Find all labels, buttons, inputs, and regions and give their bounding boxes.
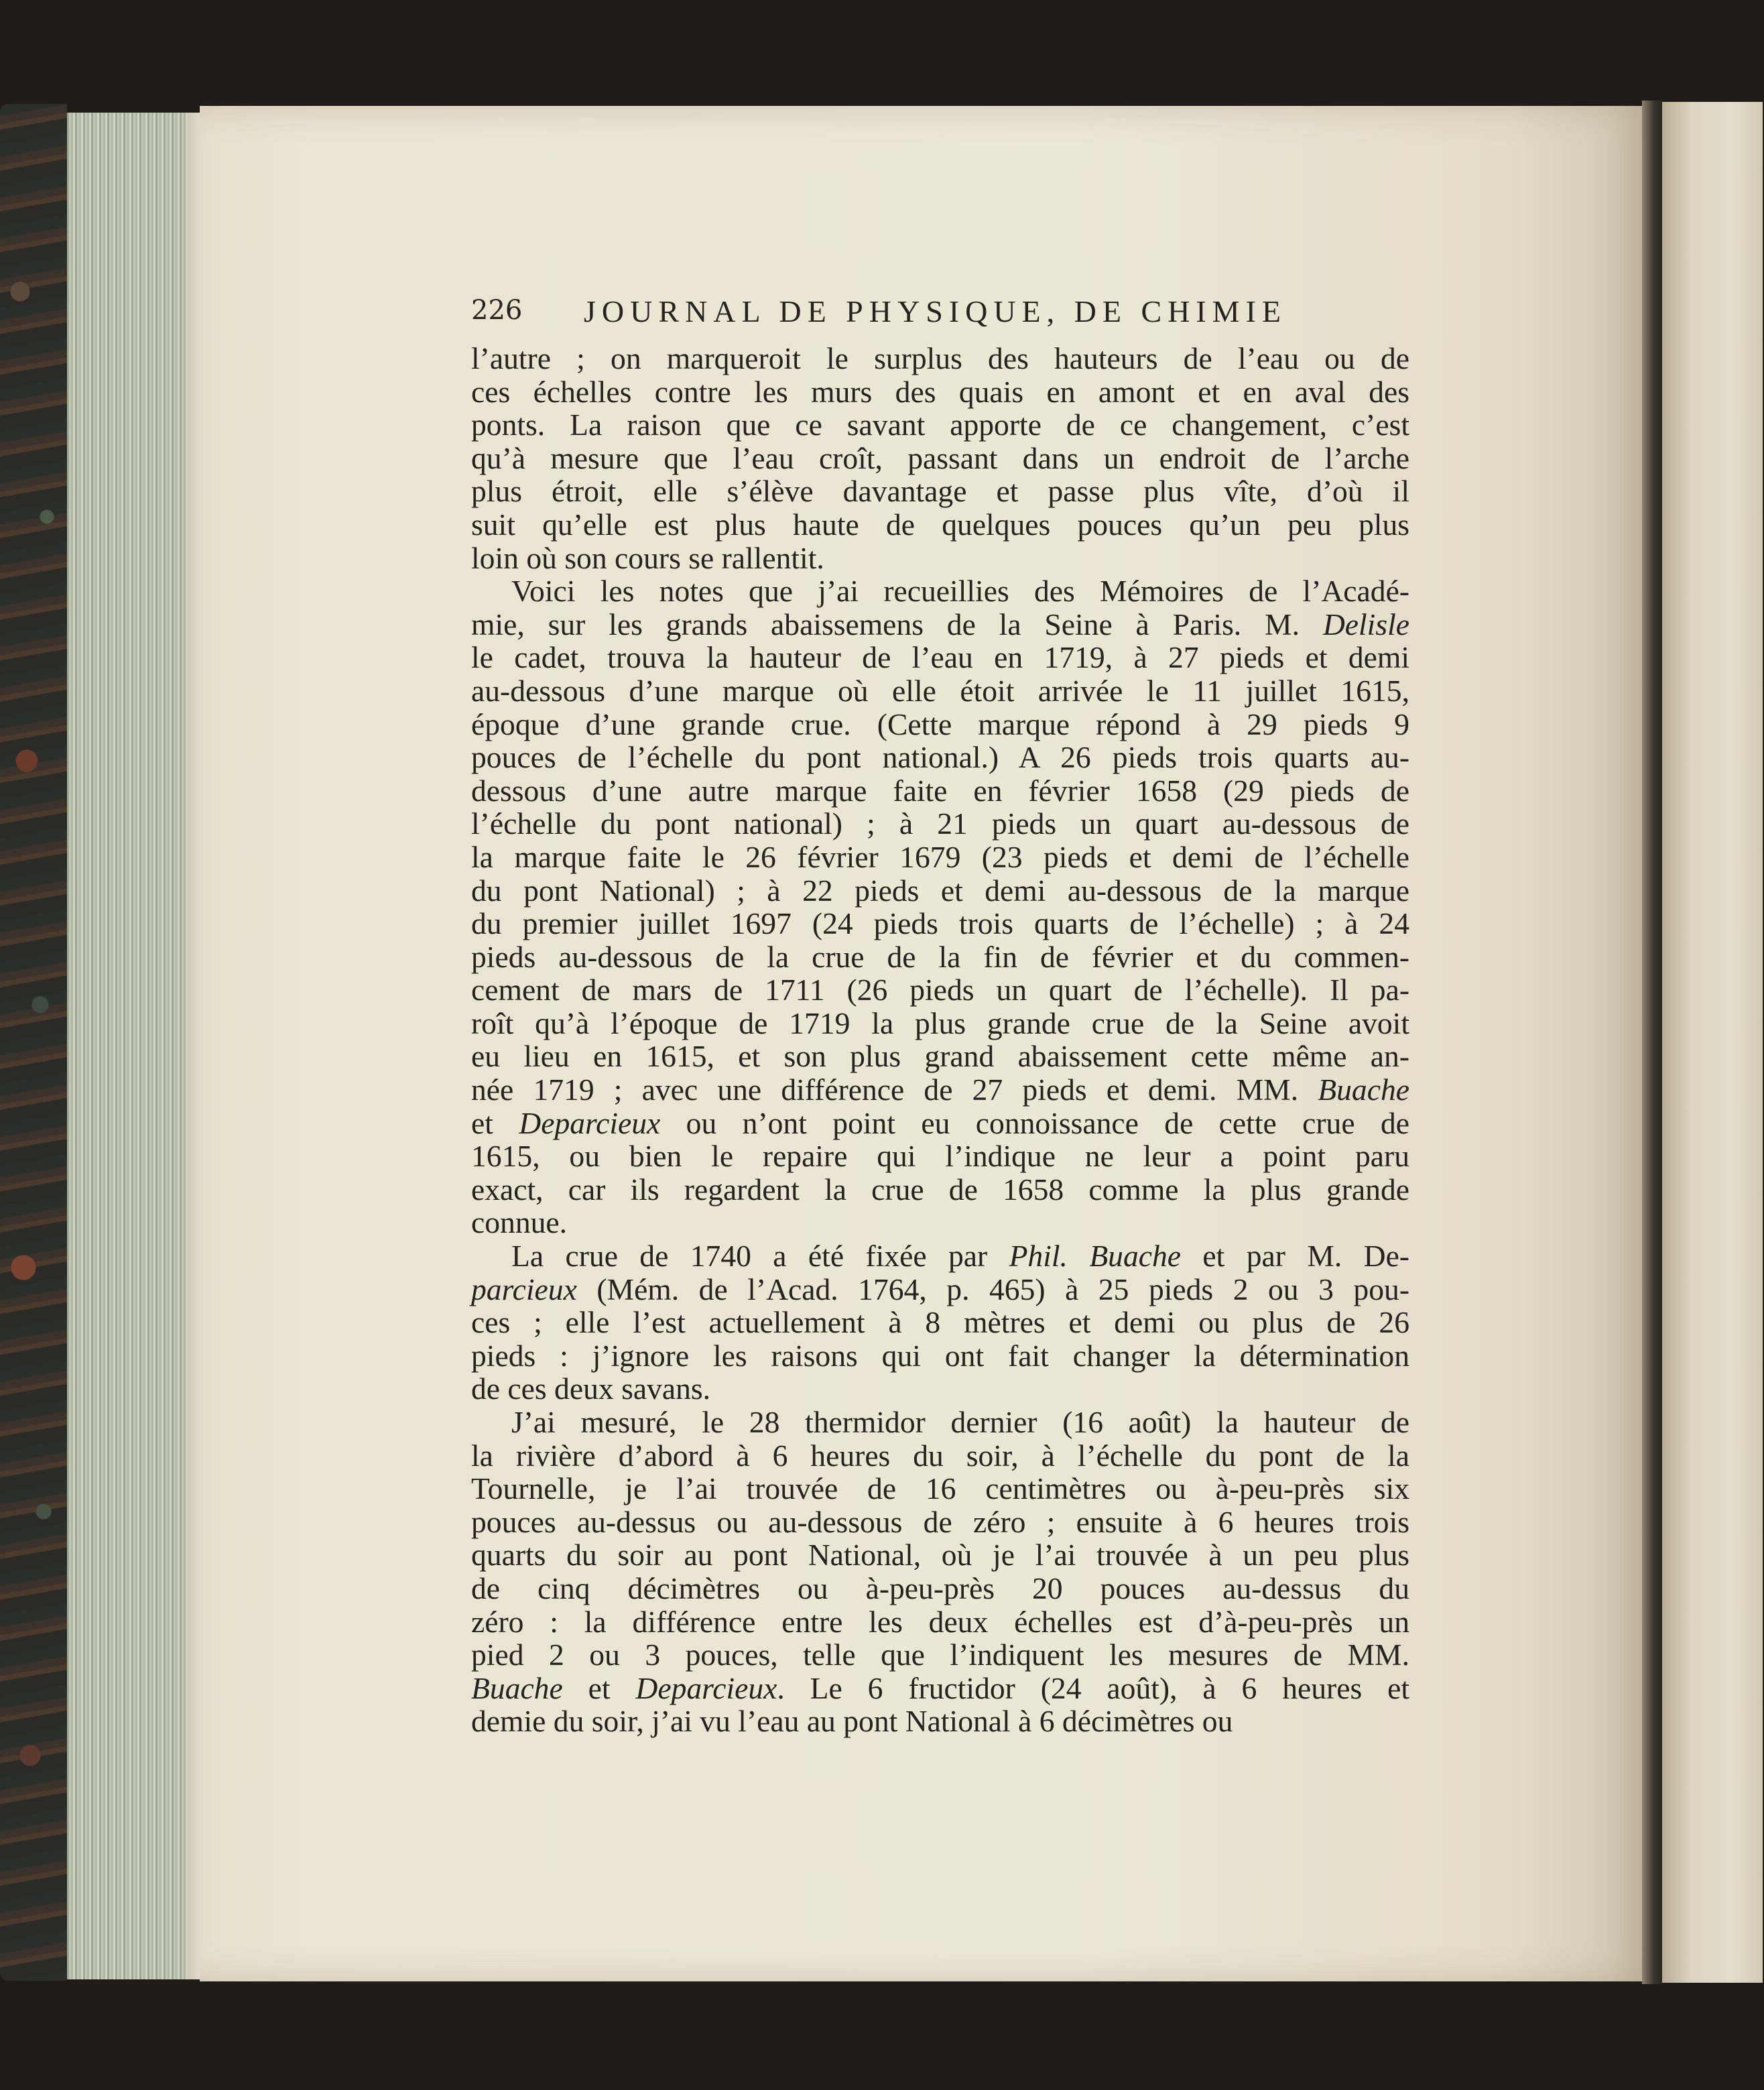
facing-page-edge: [1662, 102, 1763, 1983]
page-block-edges: [67, 113, 201, 1979]
paragraph: [471, 342, 1409, 574]
text-line: suit qu’elle est plus haute de quelques pouces qu’un peu plus: [471, 507, 1409, 542]
page-text-block: [471, 288, 1409, 1738]
text-line: Voici les notes que j’ai recueillies des Mémoires de l’Acadé-: [511, 574, 1409, 609]
paragraph: [471, 574, 1409, 1239]
text-line: Tournelle, je l’ai trouvée de 16 centimètres ou à-peu-près six: [471, 1471, 1409, 1506]
text-line: dessous d’une autre marque faite en février 1658 (29 pieds de: [471, 773, 1409, 808]
text-line: et Deparcieux ou n’ont point eu connoissance de cette crue de: [471, 1105, 1409, 1140]
text-line: pied 2 ou 3 pouces, telle que l’indiquent les mesures de MM.: [471, 1638, 1409, 1672]
text-line: exact, car ils regardent la crue de 1658 comme la plus grande: [471, 1172, 1409, 1207]
text-line: ces ; elle l’est actuellement à 8 mètres et demi ou plus de 26: [471, 1305, 1409, 1340]
text-line: Buache et Deparcieux. Le 6 fructidor (24 août), à 6 heures et: [471, 1670, 1409, 1705]
text-line: plus étroit, elle s’élève davantage et passe plus vîte, d’où il: [471, 474, 1409, 509]
text-line: La crue de 1740 a été fixée par Phil. Buache et par M. De-: [511, 1239, 1409, 1274]
text-line: pouces de l’échelle du pont national.) A 26 pieds trois quarts au-: [471, 740, 1409, 775]
text-line: demie du soir, j’ai vu l’eau au pont National à 6 décimètres ou: [471, 1704, 1233, 1739]
text-line: la marque faite le 26 février 1679 (23 pieds et demi de l’échelle: [471, 839, 1409, 874]
text-line: roît qu’à l’époque de 1719 la plus grande crue de la Seine avoit: [471, 1005, 1409, 1040]
text-line: parcieux (Mém. de l’Acad. 1764, p. 465) à 25 pieds 2 ou 3 pou-: [471, 1272, 1409, 1306]
text-line: loin où son cours se rallentit.: [471, 540, 824, 575]
text-line: J’ai mesuré, le 28 thermidor dernier (16 août) la hauteur de: [511, 1405, 1409, 1439]
text-line: eu lieu en 1615, et son plus grand abaissement cette même an-: [471, 1039, 1409, 1074]
text-line: époque d’une grande crue. (Cette marque répond à 29 pieds 9: [471, 706, 1409, 741]
text-line: l’autre ; on marqueroit le surplus des hauteurs de l’eau ou de: [471, 341, 1409, 375]
text-line: du pont National) ; à 22 pieds et demi au-dessous de la marque: [471, 873, 1409, 908]
book-gutter: [1642, 101, 1662, 1984]
marbled-cover-board: [0, 104, 67, 1981]
text-line: ponts. La raison que ce savant apporte de ce changement, c’est: [471, 408, 1409, 442]
paragraph: [471, 1239, 1409, 1406]
text-line: le cadet, trouva la hauteur de l’eau en 1719, à 27 pieds et demi: [471, 640, 1409, 675]
text-line: 1615, ou bien le repaire qui l’indique ne leur a point paru: [471, 1139, 1409, 1174]
text-line: de ces deux savans.: [471, 1371, 711, 1406]
running-title: JOURNAL DE PHYSIQUE, DE CHIMIE: [584, 294, 1287, 328]
text-line: quarts du soir au pont National, où je l’ai trouvée à un peu plus: [471, 1538, 1409, 1573]
text-line: connue.: [471, 1205, 568, 1240]
text-line: au-dessous d’une marque où elle étoit arrivée le 11 juillet 1615,: [471, 673, 1409, 708]
text-line: ces échelles contre les murs des quais en amont et en aval des: [471, 374, 1409, 409]
body-text: [471, 342, 1409, 1738]
text-line: mie, sur les grands abaissemens de la Seine à Paris. M. Delisle: [471, 607, 1409, 641]
text-line: la rivière d’abord à 6 heures du soir, à l’échelle du pont de la: [471, 1438, 1409, 1473]
text-line: zéro : la différence entre les deux échelles est d’à-peu-près un: [471, 1604, 1409, 1639]
text-line: qu’à mesure que l’eau croît, passant dans un endroit de l’arche: [471, 440, 1409, 475]
text-line: de cinq décimètres ou à-peu-près 20 pouces au-dessus du: [471, 1571, 1409, 1605]
text-line: cement de mars de 1711 (26 pieds un quart de l’échelle). Il pa-: [471, 973, 1409, 1007]
text-line: du premier juillet 1697 (24 pieds trois quarts de l’échelle) ; à 24: [471, 906, 1409, 941]
text-line: pieds : j’ignore les raisons qui ont fait changer la détermination: [471, 1338, 1409, 1373]
text-line: pieds au-dessous de la crue de la fin de février et du commen-: [471, 939, 1409, 974]
text-line: née 1719 ; avec une différence de 27 pieds et demi. MM. Buache: [471, 1072, 1409, 1107]
running-header: [471, 288, 1409, 342]
paragraph: [471, 1406, 1409, 1738]
text-line: l’échelle du pont national) ; à 21 pieds un quart au-dessous de: [471, 806, 1409, 841]
page-number: 226: [471, 295, 523, 326]
text-line: pouces au-dessus ou au-dessous de zéro ; ensuite à 6 heures trois: [471, 1504, 1409, 1539]
